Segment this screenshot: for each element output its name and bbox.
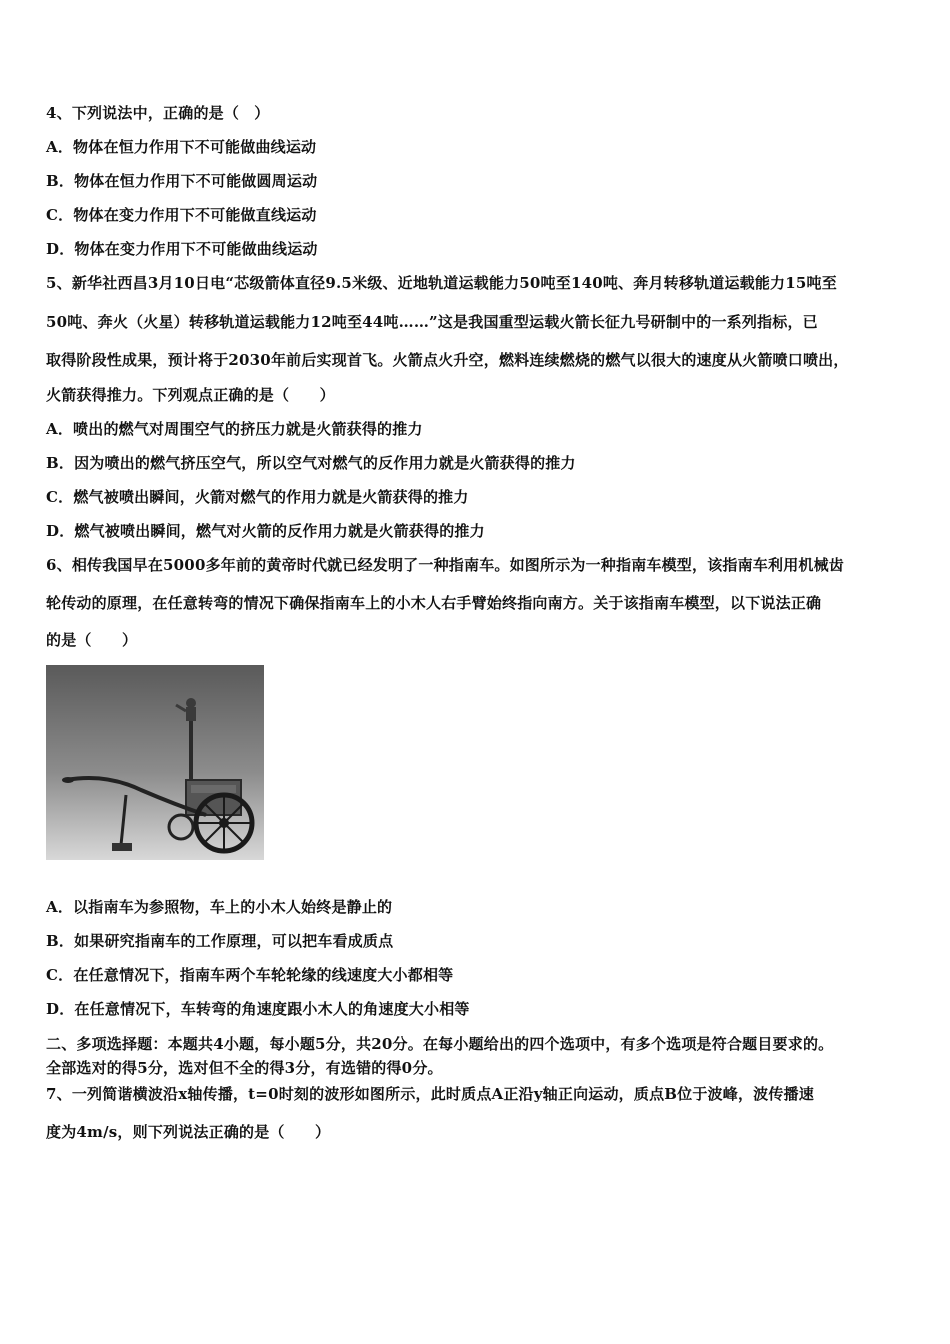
q5-option-c: C．燃气被喷出瞬间，火箭对燃气的作用力就是火箭获得的推力 xyxy=(46,488,469,506)
q4-option-a: A．物体在恒力作用下不可能做曲线运动 xyxy=(46,138,317,156)
q4-option-c: C．物体在变力作用下不可能做直线运动 xyxy=(46,206,317,224)
south-pointing-chariot-photo xyxy=(46,665,264,860)
section-heading-line: 二、多项选择题：本题共4小题，每小题5分，共20分。在每小题给出的四个选项中，有多个选项是符合题目要求的。 xyxy=(46,1035,834,1053)
q5-option-b: B．因为喷出的燃气挤压空气，所以空气对燃气的反作用力就是火箭获得的推力 xyxy=(46,454,576,472)
q7-stem-line: 度为4m/s，则下列说法正确的是（ ） xyxy=(46,1123,331,1141)
q6-option-a: A．以指南车为参照物，车上的小木人始终是静止的 xyxy=(46,898,393,916)
q4-option-d: D．物体在变力作用下不可能做曲线运动 xyxy=(46,240,318,258)
q6-option-b: B．如果研究指南车的工作原理，可以把车看成质点 xyxy=(46,932,394,950)
q6-option-d: D．在任意情况下，车转弯的角速度跟小木人的角速度大小相等 xyxy=(46,1000,470,1018)
q5-stem-line: 5、新华社西昌3月10日电“芯级箭体直径9.5米级、近地轨道运载能力50吨至140吨、奔月转移轨道运载能力15吨至 xyxy=(46,274,837,292)
q5-stem-line: 取得阶段性成果，预计将于2030年前后实现首飞。火箭点火升空，燃料连续燃烧的燃气以很大的速度从火箭喷口喷出， xyxy=(46,351,849,369)
q5-option-d: D．燃气被喷出瞬间，燃气对火箭的反作用力就是火箭获得的推力 xyxy=(46,522,485,540)
q5-stem-line: 50吨、奔火（火星）转移轨道运载能力12吨至44吨……”这是我国重型运载火箭长征九号研制中的一系列指标，已 xyxy=(46,313,818,331)
q6-option-c: C．在任意情况下，指南车两个车轮轮缘的线速度大小都相等 xyxy=(46,966,454,984)
q5-option-a: A．喷出的燃气对周围空气的挤压力就是火箭获得的推力 xyxy=(46,420,423,438)
q4-option-b: B．物体在恒力作用下不可能做圆周运动 xyxy=(46,172,318,190)
q6-stem-line: 6、相传我国早在5000多年前的黄帝时代就已经发明了一种指南车。如图所示为一种指南车模型，该指南车利用机械齿 xyxy=(46,556,844,574)
q7-stem-line: 7、一列简谐横波沿x轴传播，t=0时刻的波形如图所示，此时质点A正沿y轴正向运动，质点B位于波峰，波传播速 xyxy=(46,1085,814,1103)
q6-stem-line: 的是（ ） xyxy=(46,631,138,649)
q6-stem-line: 轮传动的原理，在任意转弯的情况下确保指南车上的小木人右手臂始终指向南方。关于该指南车模型，以下说法正确 xyxy=(46,594,822,612)
q5-stem-line: 火箭获得推力。下列观点正确的是（ ） xyxy=(46,386,335,404)
section-heading-line: 全部选对的得5分，选对但不全的得3分，有选错的得0分。 xyxy=(46,1059,443,1077)
q4-stem: 4、下列说法中，正确的是（ ） xyxy=(46,104,270,122)
